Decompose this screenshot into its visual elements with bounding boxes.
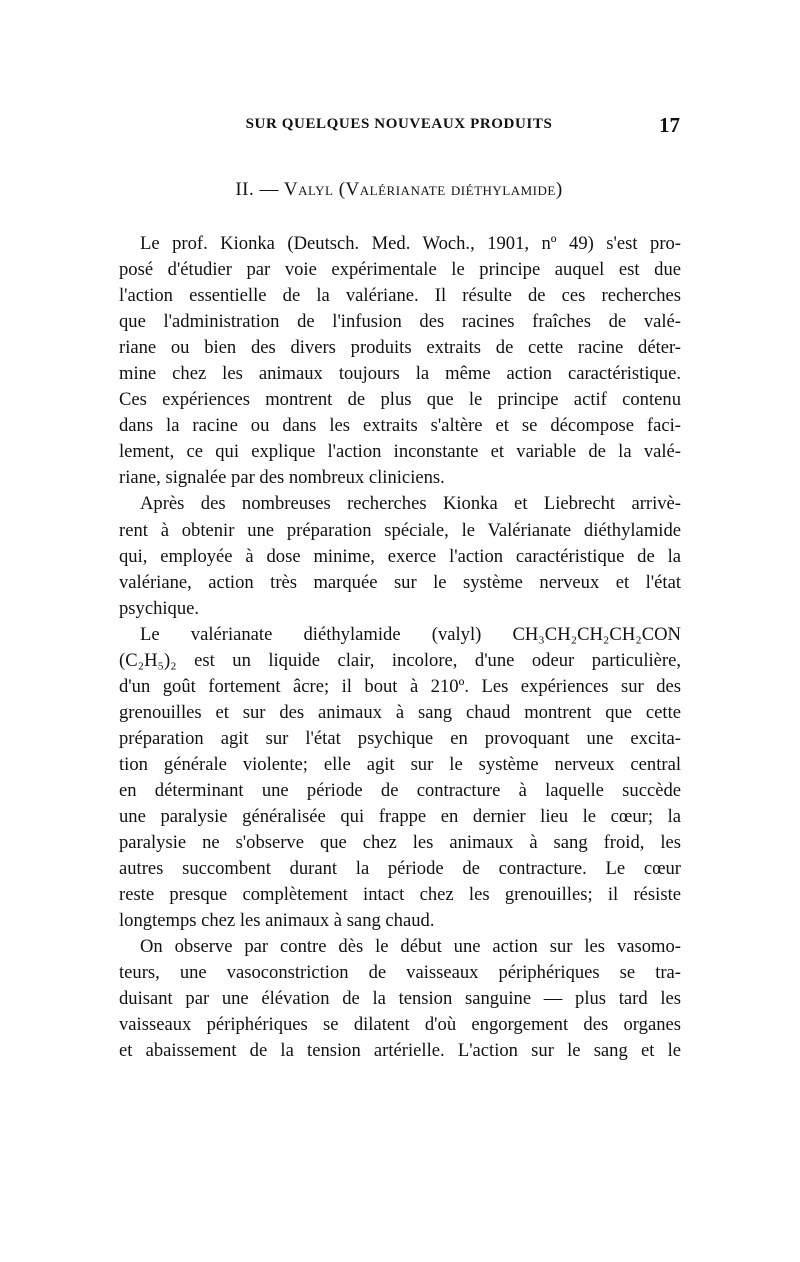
text-line: riane ou bien des divers produits extraits de cette racine déter- bbox=[119, 337, 681, 359]
text-line: valériane, action très marquée sur le système nerveux et l'état bbox=[119, 571, 681, 593]
text-line: On observe par contre dès le début une action sur les vasomo- bbox=[140, 936, 681, 958]
text-line: Ces expériences montrent de plus que le principe actif contenu bbox=[119, 389, 681, 411]
text-line: riane, signalée par des nombreux cliniciens. bbox=[119, 467, 445, 489]
text-line: préparation agit sur l'état psychique en provoquant une excita- bbox=[119, 727, 681, 749]
text-line: duisant par une élévation de la tension sanguine — plus tard les bbox=[119, 988, 681, 1010]
text-line: que l'administration de l'infusion des racines fraîches de valé- bbox=[119, 311, 681, 333]
text-line: posé d'étudier par voie expérimentale le principe auquel est due bbox=[119, 259, 681, 281]
text-line: tion générale violente; elle agit sur le système nerveux central bbox=[119, 753, 681, 775]
section-heading: II. — Valyl (Valérianate diéthylamide) bbox=[235, 179, 563, 200]
text-line: qui, employée à dose minime, exerce l'action caractéristique de la bbox=[119, 545, 681, 567]
text-line: rent à obtenir une préparation spéciale, le Valérianate diéthylamide bbox=[119, 519, 681, 541]
text-line: autres succombent durant la période de contracture. Le cœur bbox=[119, 858, 681, 880]
running-head bbox=[118, 113, 680, 140]
text-line: en déterminant une période de contracture à laquelle succède bbox=[119, 779, 681, 801]
text-line: lement, ce qui explique l'action inconstante et variable de la valé- bbox=[119, 441, 681, 463]
text-line: paralysie ne s'observe que chez les animaux à sang froid, les bbox=[119, 832, 681, 854]
text-line: Le valérianate diéthylamide (valyl) CH₃CH₂CH₂CH₂CON bbox=[140, 623, 681, 645]
text-line: longtemps chez les animaux à sang chaud. bbox=[119, 910, 435, 932]
text-line: d'un goût fortement âcre; il bout à 210º. Les expériences sur des bbox=[119, 675, 681, 697]
body-text bbox=[119, 231, 681, 1065]
page-number: 17 bbox=[659, 113, 680, 137]
text-line: une paralysie généralisée qui frappe en dernier lieu le cœur; la bbox=[119, 806, 681, 828]
text-line: grenouilles et sur des animaux à sang chaud montrent que cette bbox=[119, 701, 681, 723]
text-line: Le prof. Kionka (Deutsch. Med. Woch., 1901, nº 49) s'est pro- bbox=[140, 233, 681, 254]
text-line: reste presque complètement intact chez les grenouilles; il résiste bbox=[119, 884, 681, 906]
text-line: vaisseaux périphériques se dilatent d'où engorgement des organes bbox=[119, 1014, 681, 1036]
text-line: Après des nombreuses recherches Kionka et Liebrecht arrivè- bbox=[140, 493, 681, 515]
text-line: mine chez les animaux toujours la même action caractéristique. bbox=[119, 363, 681, 385]
text-line: dans la racine ou dans les extraits s'altère et se décompose faci- bbox=[119, 415, 681, 437]
text-line: teurs, une vasoconstriction de vaisseaux périphériques se tra- bbox=[119, 962, 681, 984]
text-line: (C₂H₅)₂ est un liquide clair, incolore, d'une odeur particulière, bbox=[119, 649, 681, 671]
running-title: SUR QUELQUES NOUVEAUX PRODUITS bbox=[245, 116, 553, 132]
text-line: psychique. bbox=[119, 597, 200, 619]
text-line: l'action essentielle de la valériane. Il résulte de ces recherches bbox=[119, 285, 681, 307]
text-line: et abaissement de la tension artérielle. L'action sur le sang et le bbox=[119, 1040, 681, 1062]
